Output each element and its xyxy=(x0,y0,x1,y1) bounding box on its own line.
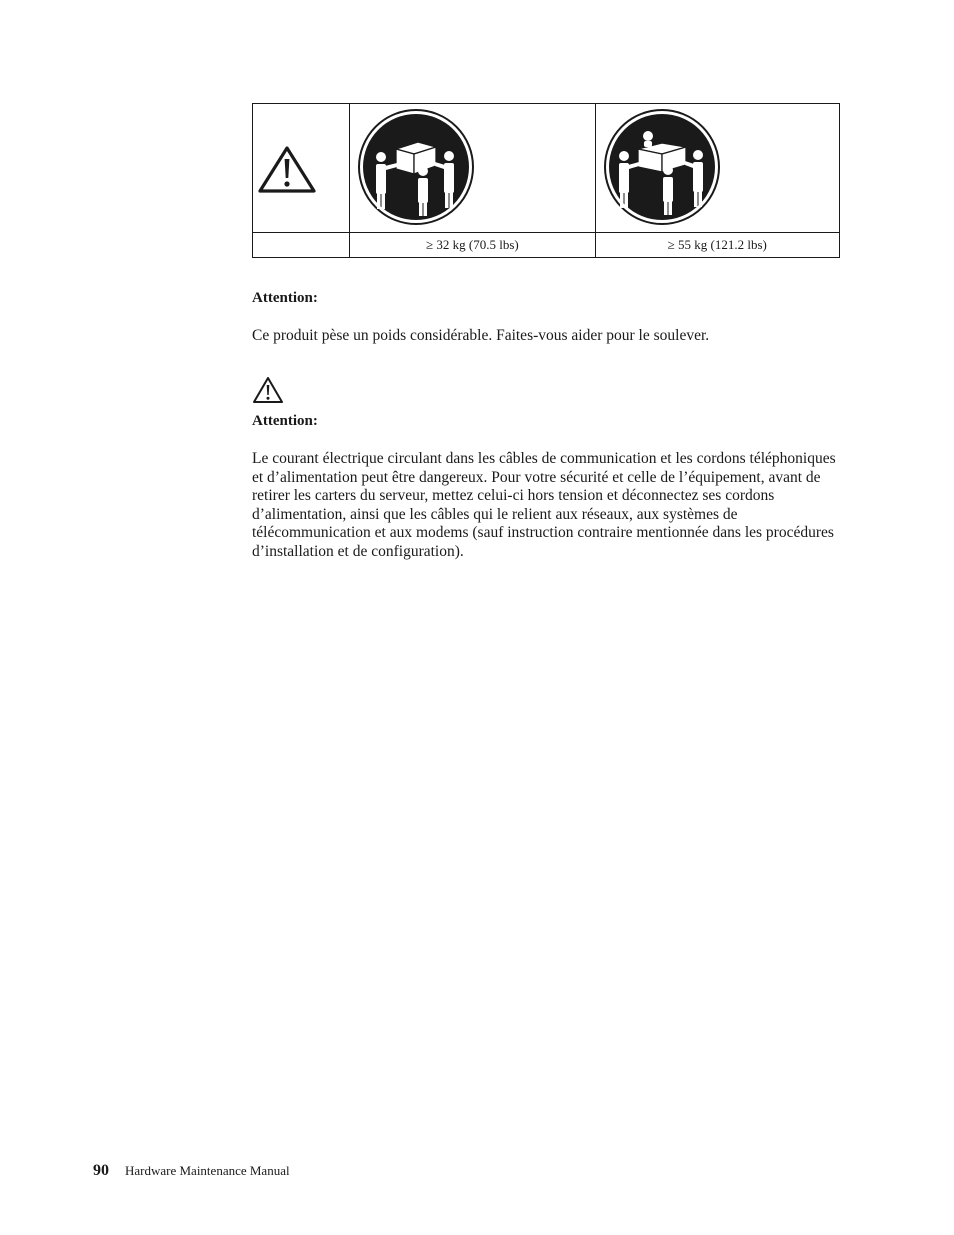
page-footer xyxy=(93,1162,290,1180)
weight-label-two-person: ≥ 32 kg (70.5 lbs) xyxy=(350,233,595,258)
notice2-heading: Attention: xyxy=(252,413,318,429)
icon-row xyxy=(253,104,840,233)
notice1-text: Ce produit pèse un poids considérable. Faites-vous aider pour le soulever. xyxy=(252,327,710,344)
notice2-text: Le courant électrique circulant dans les câbles de communication et les cordons téléphoniques et d’alimentation peut être dangereux. Pour votre sécurité et celle de l’équipement, avant de retirer les carters du serveur, mettez celui-ci hors tension et déconnectez ses cordons d’alimentation, ainsi que les câbles qui le relient aux réseaux, aux systèmes de télécommunication et aux modems (sauf instruction contraire mentionnée dans les procédures d’installation et de configuration). xyxy=(252,450,836,560)
caution-cell xyxy=(253,104,350,233)
three-person-lift-icon xyxy=(602,107,722,227)
caution-triangle-icon xyxy=(252,376,284,404)
weight-row xyxy=(253,233,840,258)
three-person-cell xyxy=(595,104,839,233)
two-person-cell xyxy=(350,104,595,233)
weight-label-three-person: ≥ 55 kg (121.2 lbs) xyxy=(595,233,839,258)
lift-weight-table xyxy=(252,103,840,258)
page-number: 90 xyxy=(93,1162,109,1179)
caution-triangle-icon xyxy=(256,144,318,194)
manual-title: Hardware Maintenance Manual xyxy=(125,1163,290,1178)
notice1-heading: Attention: xyxy=(252,290,318,306)
weight-label-empty xyxy=(253,233,350,258)
two-person-lift-icon xyxy=(356,107,476,227)
